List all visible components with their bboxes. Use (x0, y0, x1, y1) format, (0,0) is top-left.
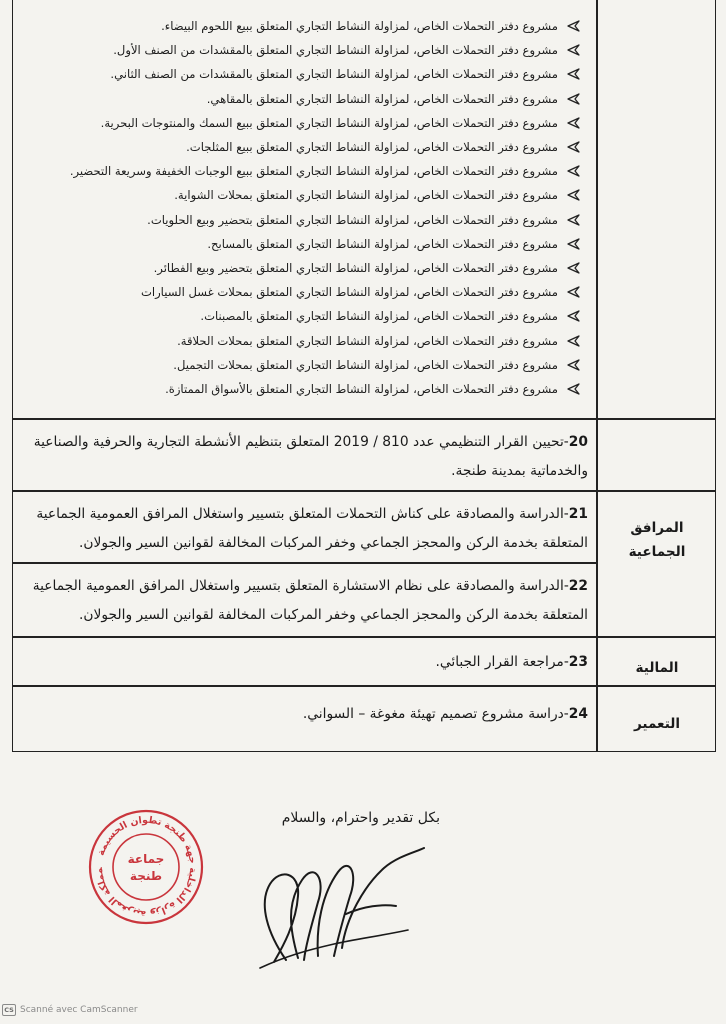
row-divider (12, 490, 716, 492)
list-item-text: مشروع دفتر التحملات الخاص، لمزاولة النشاط التجاري المتعلق ببيع الوجبات الخفيفة وسريعة التحضير. (69, 164, 558, 179)
list-item (20, 280, 580, 304)
list-item (20, 38, 580, 62)
list-item-text: مشروع دفتر التحملات الخاص، لمزاولة النشاط التجاري المتعلق بتحضير وبيع الفطائر. (153, 260, 558, 275)
arrow-bullet-icon (566, 261, 580, 275)
list-item-text: مشروع دفتر التحملات الخاص، لمزاولة النشاط التجاري المتعلق ببيع المثلجات. (186, 140, 558, 155)
list-item (20, 377, 580, 401)
list-item (20, 328, 580, 352)
arrow-bullet-icon (566, 164, 580, 178)
list-item (20, 87, 580, 111)
arrow-bullet-icon (566, 19, 580, 33)
list-item-text: مشروع دفتر التحملات الخاص، لمزاولة النشاط التجاري المتعلق بالأسواق الممتازة. (165, 381, 558, 396)
list-item-text: مشروع دفتر التحملات الخاص، لمزاولة النشاط التجاري المتعلق بالمقشدات من الصنف الثاني. (110, 67, 558, 82)
svg-text:طنجة: طنجة (129, 869, 163, 883)
arrow-bullet-icon (566, 140, 580, 154)
agenda-point-23: 23-مراجعة القرار الجبائي. (435, 654, 588, 670)
arrow-bullet-icon (566, 188, 580, 202)
list-item-text: مشروع دفتر التحملات الخاص، لمزاولة النشاط التجاري المتعلق ببيع السمك والمنتوجات البحرية. (100, 115, 558, 130)
list-item (20, 111, 580, 135)
list-item (20, 62, 580, 86)
row-divider (12, 685, 716, 687)
list-item-text: مشروع دفتر التحملات الخاص، لمزاولة النشاط التجاري المتعلق بمحلات غسل السيارات (140, 285, 558, 300)
list-item-text: مشروع دفتر التحملات الخاص، لمزاولة النشاط التجاري المتعلق ببيع اللحوم البيضاء. (161, 19, 558, 34)
list-item (20, 304, 580, 328)
list-item-text: مشروع دفتر التحملات الخاص، لمزاولة النشاط التجاري المتعلق بالمصبنات. (200, 309, 558, 324)
list-item (20, 232, 580, 256)
agenda-point-24: 24-دراسة مشروع تصميم تهيئة مغوغة – السواني. (302, 706, 588, 722)
column-divider (596, 0, 598, 752)
arrow-bullet-icon (566, 116, 580, 130)
list-item-text: مشروع دفتر التحملات الخاص، لمزاولة النشاط التجاري المتعلق بالمقشدات من الصنف الأول. (113, 43, 558, 58)
arrow-bullet-icon (566, 309, 580, 323)
scanner-footer (2, 1004, 138, 1016)
arrow-bullet-icon (566, 334, 580, 348)
list-item-text: مشروع دفتر التحملات الخاص، لمزاولة النشاط التجاري المتعلق بتحضير وبيع الحلويات. (147, 212, 558, 227)
agenda-point-22: 22-الدراسة والمصادقة على نظام الاستشارة المتعلق بتسيير واستغلال المرافق العمومية الجماعية المتعلقة بخدمة الركن والمحجز الجماعي وخفر المركبات المخالفة لقوانين السير والجولان. (32, 578, 588, 623)
list-item-text: مشروع دفتر التحملات الخاص، لمزاولة النشاط التجاري المتعلق بالمسابح. (207, 236, 558, 251)
row-divider (12, 562, 598, 564)
category-finance: المالية (635, 660, 679, 676)
list-item (20, 135, 580, 159)
specifications-list (20, 14, 580, 401)
list-item (20, 256, 580, 280)
arrow-bullet-icon (566, 43, 580, 57)
arrow-bullet-icon (566, 285, 580, 299)
arrow-bullet-icon (566, 213, 580, 227)
svg-text:جماعة: جماعة (127, 852, 165, 866)
list-item (20, 159, 580, 183)
list-item (20, 14, 580, 38)
row-divider (12, 636, 716, 638)
arrow-bullet-icon (566, 237, 580, 251)
arrow-bullet-icon (566, 358, 580, 372)
arrow-bullet-icon (566, 67, 580, 81)
list-item-text: مشروع دفتر التحملات الخاص، لمزاولة النشاط التجاري المتعلق بمحلات الشواية. (174, 188, 558, 203)
arrow-bullet-icon (566, 382, 580, 396)
list-item (20, 183, 580, 207)
category-facilities: المرافق الجماعية (628, 520, 686, 560)
signature-image (246, 838, 426, 978)
list-item-text: مشروع دفتر التحملات الخاص، لمزاولة النشاط التجاري المتعلق بمحلات الحلاقة. (177, 333, 558, 348)
svg-text:المملكة المغربية وزارة الداخلي: مملكة المغربية وزارة الداخلية جهة طنجة تطوان الحسيمة (93, 814, 199, 920)
row-divider (12, 418, 716, 420)
list-item-text: مشروع دفتر التحملات الخاص، لمزاولة النشاط التجاري المتعلق بمحلات التجميل. (173, 357, 558, 372)
arrow-bullet-icon (566, 92, 580, 106)
list-item-text: مشروع دفتر التحملات الخاص، لمزاولة النشاط التجاري المتعلق بالمقاهي. (206, 91, 558, 106)
agenda-point-21: 21-الدراسة والمصادقة على كناش التحملات المتعلق بتسيير واستغلال المرافق العمومية الجماعية المتعلقة بخدمة الركن والمحجز الجماعي وخفر المركبات المخالفة لقوانين السير والجولان. (36, 506, 588, 551)
scanner-label: Scanné avec CamScanner (20, 1005, 138, 1015)
closing-salutation: بكل تقدير واحترام، والسلام (281, 810, 440, 826)
list-item (20, 353, 580, 377)
agenda-point-20: 20-تحيين القرار التنظيمي عدد 810 / 2019 المتعلق بتنظيم الأنشطة التجارية والحرفية والصناعية والخدماتية بمدينة طنجة. (33, 434, 588, 479)
list-item (20, 208, 580, 232)
category-planning: التعمير (633, 716, 681, 732)
stamp-image (86, 808, 206, 926)
camscanner-logo: CS (2, 1004, 16, 1016)
